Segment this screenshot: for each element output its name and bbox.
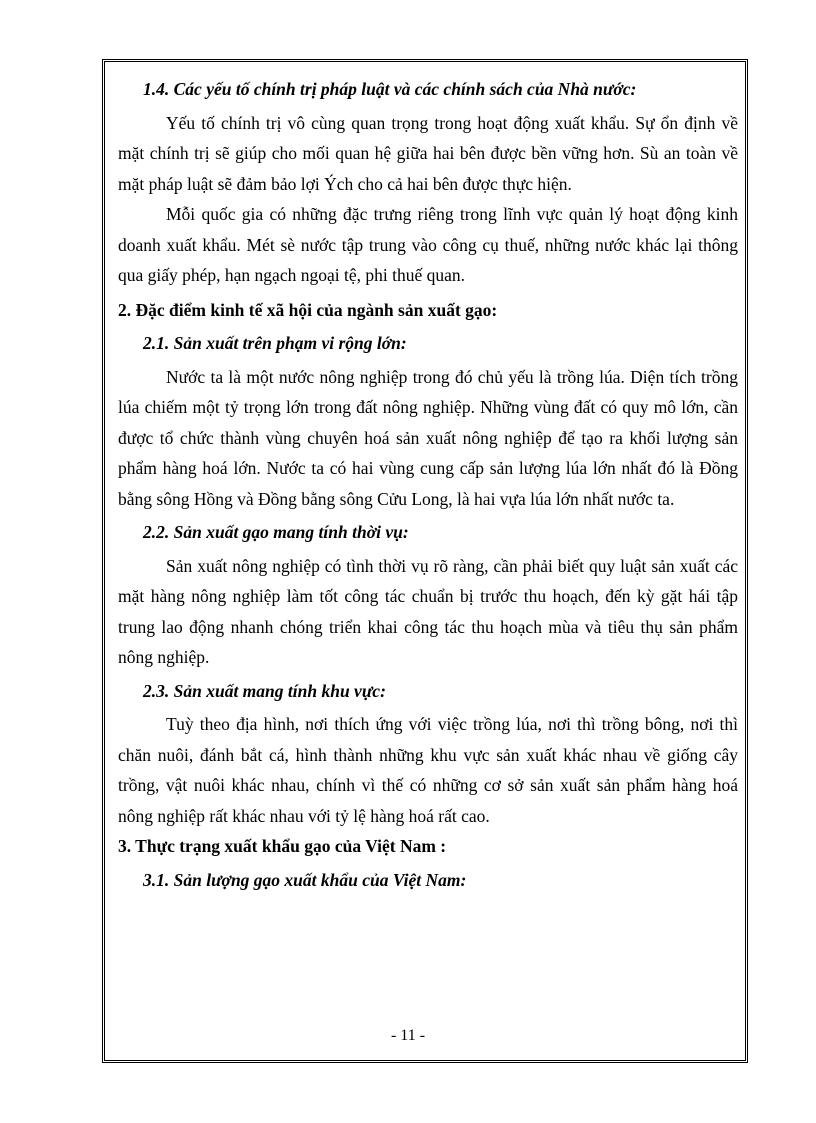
heading-2: 2. Đặc điểm kinh tế xã hội của ngành sản xuất gạo:	[118, 299, 498, 320]
heading-1-4: 1.4. Các yếu tố chính trị pháp luật và các chính sách của Nhà nước:	[143, 79, 637, 99]
paragraph-1-4-a: Yếu tố chính trị vô cùng quan trọng trong hoạt động xuất khẩu. Sự ổn định về mặt chính trị sẽ giúp cho mối quan hệ giữa hai bên được bền vững hơn. Sù an toàn về mặt pháp luật sẽ đảm bảo lợi Ých cho cả hai bên được thực hiện.	[118, 112, 738, 194]
heading-2-3: 2.3. Sản xuất mang tính khu vực:	[143, 680, 386, 701]
page-number: - 11 -	[390, 1027, 426, 1044]
heading-3: 3. Thực trạng xuất khẩu gạo của Việt Nam :	[118, 836, 447, 856]
paragraph-2-1: Nước ta là một nước nông nghiệp trong đó chủ yếu là trồng lúa. Diện tích trồng lúa chiếm một tỷ trọng lớn trong đất nông nghiệp. Những vùng đất có quy mô lớn, cần được tổ chức thành vùng chuyên hoá sản xuất nông nghiệp để tạo ra khối lượng sản phẩm hàng hoá lớn. Nước ta có hai vùng cung cấp sản lượng lúa lớn nhất đó là Đồng bằng sông Hồng và Đồng bằng sông Cửu Long, là hai vựa lúa lớn nhất nước ta.	[118, 366, 738, 509]
paragraph-2-2: Sản xuất nông nghiệp có tình thời vụ rõ ràng, cần phải biết quy luật sản xuất các mặt hàng nông nghiệp làm tốt công tác chuẩn bị trước thu hoạch, đến kỳ gặt hái tập trung lao động nhanh chóng triển khai công tác thu hoạch mùa và tiêu thụ sản phẩm nông nghiệp.	[118, 555, 738, 667]
paragraph-2-3: Tuỳ theo địa hình, nơi thích ứng với việc trồng lúa, nơi thì trồng bông, nơi thì chăn nuôi, đánh bắt cá, hình thành những khu vực sản xuất khác nhau về giống cây trồng, vật nuôi khác nhau, chính vì thế có những cơ sở sản xuất sản phẩm hàng hoá nông nghiệp rất khác nhau với tỷ lệ hàng hoá rất cao.	[118, 714, 738, 826]
page-body	[118, 74, 738, 895]
paragraph-1-4-b: Mỗi quốc gia có những đặc trưng riêng trong lĩnh vực quản lý hoạt động kinh doanh xuất khẩu. Mét sè nước tập trung vào công cụ thuế, những nước khác lại thông qua giấy phép, hạn ngạch ngoại tệ, phi thuế quan.	[118, 204, 738, 285]
heading-2-1: 2.1. Sản xuất trên phạm vi rộng lớn:	[143, 333, 407, 353]
heading-3-1: 3.1. Sản lượng gạo xuất khẩu của Việt Nam:	[143, 869, 467, 890]
heading-2-2: 2.2. Sản xuất gạo mang tính thời vụ:	[143, 522, 409, 542]
